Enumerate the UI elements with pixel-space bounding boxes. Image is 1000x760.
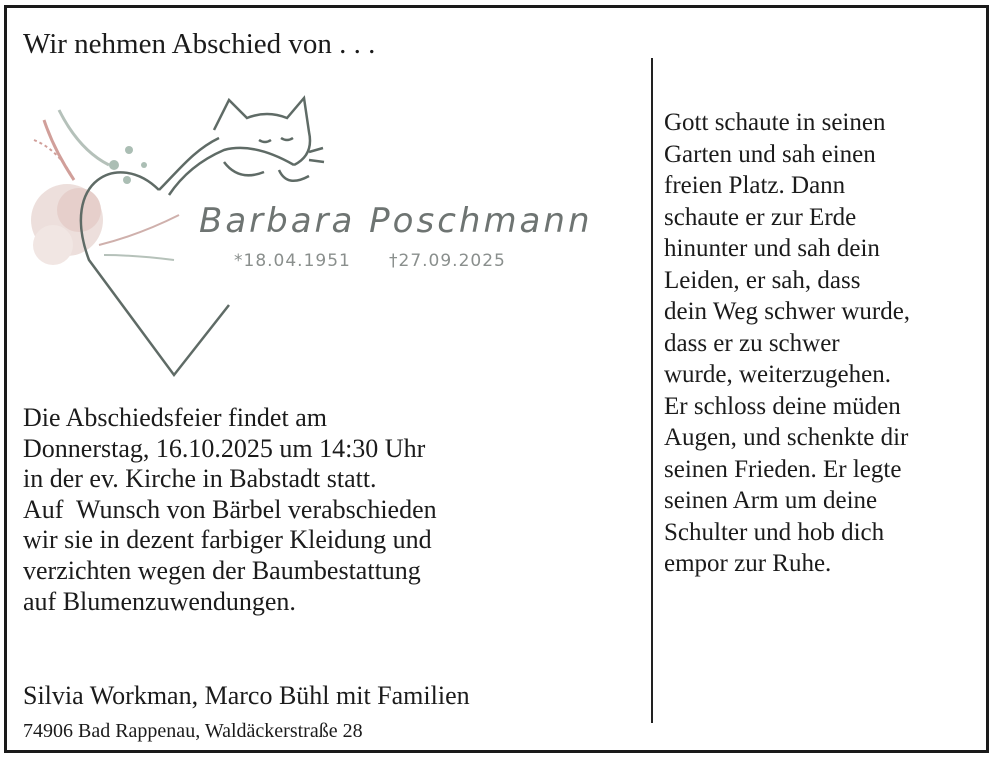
poem-line: dass er zu schwer [664,329,840,357]
cat-icon [169,98,324,195]
poem-line: Leiden, er sah, dass [664,266,861,294]
ceremony-line: Auf Wunsch von Bärbel verabschieden [23,494,437,524]
birth-date: *18.04.1951 [234,251,351,271]
ceremony-line: Die Abschiedsfeier findet am [23,403,327,432]
intro-heading: Wir nehmen Abschied von . . . [23,28,376,60]
column-divider [651,58,653,723]
poem-line: Er schloss deine müden [664,392,901,420]
deceased-name: Barbara Poschmann [199,201,593,241]
address: 74906 Bad Rappenau, Waldäckerstraße 28 [23,720,363,742]
poem-line: Schulter und hob dich [664,518,885,546]
poem [664,107,994,580]
obituary-frame [4,5,989,753]
poem-line: wurde, weiterzugehen. [664,361,891,388]
poem-line: empor zur Ruhe. [664,550,832,577]
poem-line: Augen, und schenkte dir [664,424,909,451]
ceremony-line: verzichten wegen der Baumbestattung [23,555,421,585]
ceremony-line: auf Blumenzuwendungen. [23,586,296,616]
poem-line: hinunter und sah dein [664,235,880,262]
ceremony-line: Donnerstag, 16.10.2025 um 14:30 Uhr [23,433,426,463]
heart-cat-illustration [19,70,619,390]
ceremony-line: in der ev. Kirche in Babstadt statt. [23,464,377,494]
poem-line: schaute er zur Erde [664,203,857,231]
poem-line: Garten und sah einen [664,140,876,168]
poem-line: dein Weg schwer wurde, [664,298,911,325]
poem-line: Gott schaute in seinen [664,109,886,136]
ceremony-info [23,403,643,617]
poem-line: seinen Arm um deine [664,487,878,514]
poem-line: seinen Frieden. Er legte [664,455,902,483]
ceremony-line: wir sie in dezent farbiger Kleidung und [23,525,432,555]
signers: Silvia Workman, Marco Bühl mit Familien [23,681,470,710]
poem-line: freien Platz. Dann [664,172,846,199]
death-date: †27.09.2025 [389,251,506,271]
